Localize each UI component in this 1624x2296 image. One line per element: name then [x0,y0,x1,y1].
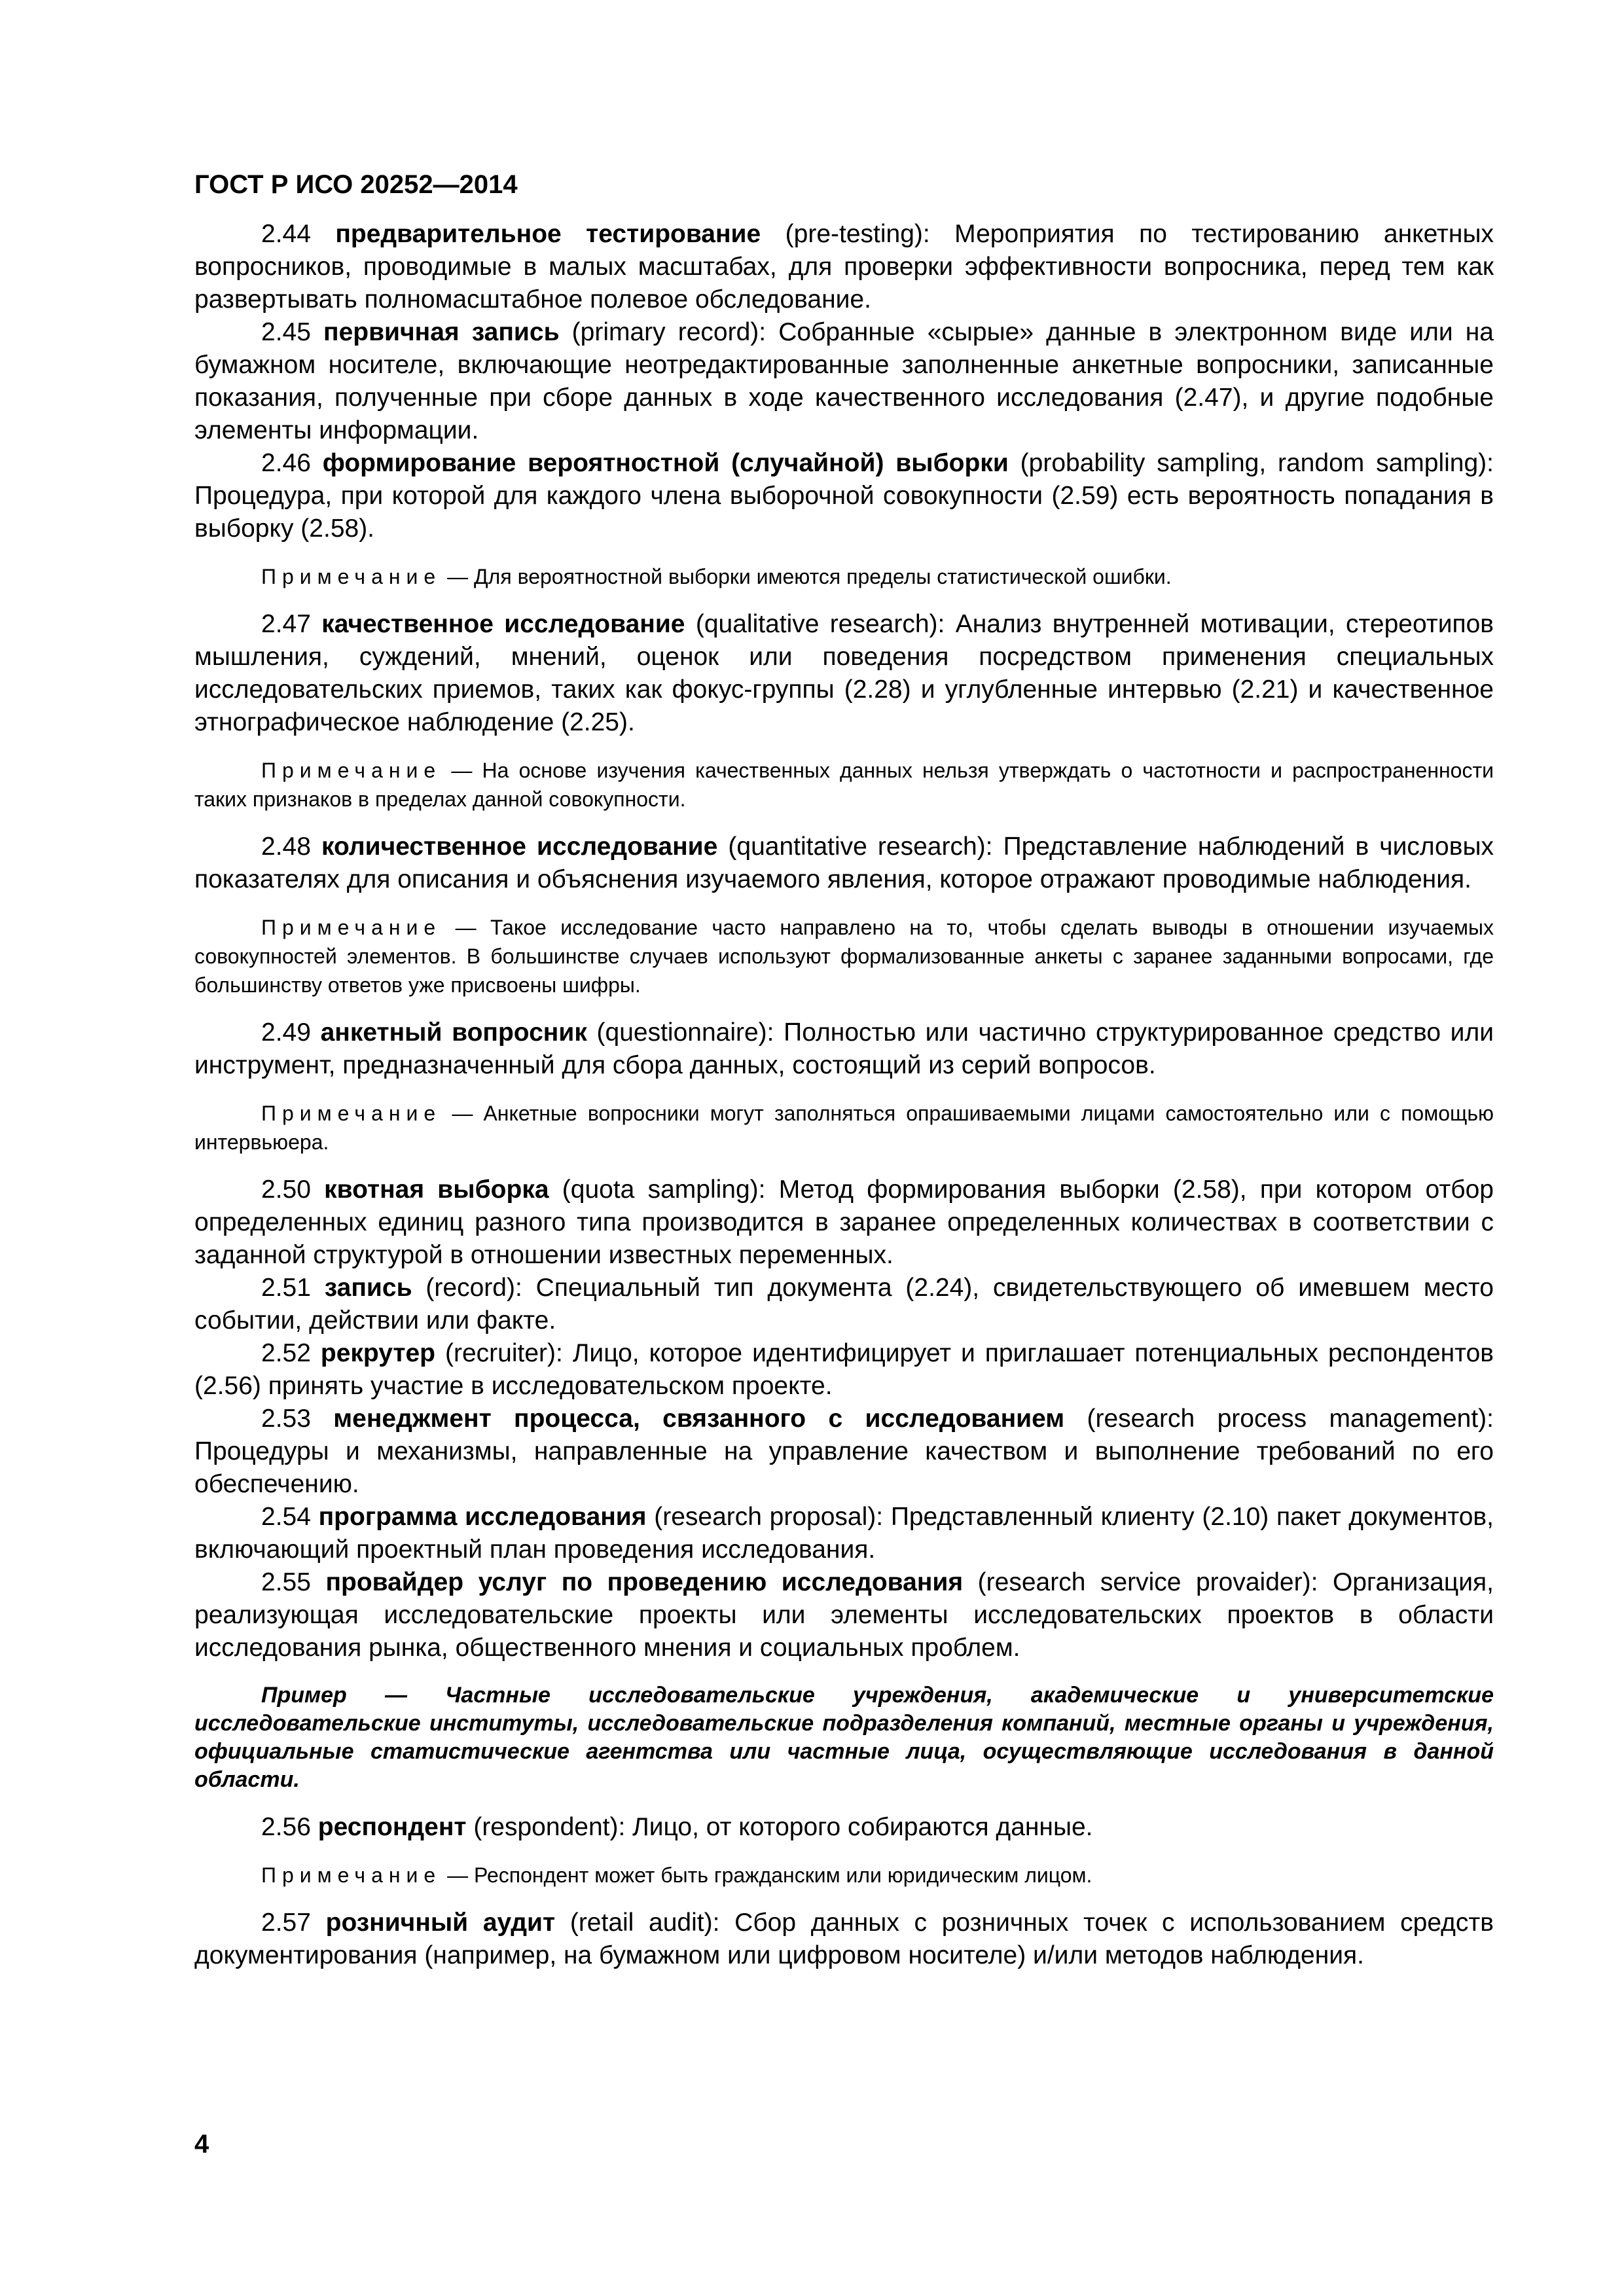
entry-term: первичная запись [323,318,560,346]
entry-definition: Анализ внутренней мотивации, стереотипов мышления, суждений, мнений, оценок или поведения посредством применения специальных исследовательских приемов, таких как фокус-группы (2.28) и углубленные интервью (2.21) и качественное этнографическое наблюдение (2.25). [194,610,1494,736]
entry-term: рекрутер [320,1339,436,1367]
page-number: 4 [194,2130,209,2159]
entry-english: (primary record): [571,318,767,346]
entry-definition: Процедуры и механизмы, направленные на управление качеством и выполнение требований по его обеспечению. [194,1437,1494,1498]
entry-2-50 [194,1174,1494,1272]
entry-term: квотная выборка [324,1175,549,1204]
note-label: Примечание [261,1863,442,1887]
entry-2-46 [194,447,1494,545]
entry-term: розничный аудит [325,1909,556,1937]
entry-number: 2.49 [261,1018,311,1047]
entry-definition: Лицо, от которого собираются данные. [632,1813,1093,1841]
entry-number: 2.46 [261,449,311,477]
entry-english: (research process management): [1087,1405,1494,1433]
entry-number: 2.44 [261,220,311,248]
entry-number: 2.45 [261,318,311,346]
entry-definition: Представленный клиенту (2.10) пакет документов, включающий проектный план проведения исследования. [194,1503,1494,1564]
entry-english: (retail audit): [569,1909,720,1937]
entry-2-52 [194,1337,1494,1403]
entry-2-51 [194,1272,1494,1337]
entry-number: 2.52 [261,1339,311,1367]
entry-number: 2.54 [261,1503,311,1531]
entry-term: предварительное тестирование [335,220,761,248]
note-2-47 [194,756,1494,814]
entry-definition: Специальный тип документа (2.24), свидетельствующего об имевшем место событии, действии или факте. [194,1274,1494,1335]
entry-2-53 [194,1403,1494,1501]
entry-term: менеджмент процесса, связанного с исследованием [333,1405,1065,1433]
entry-english: (record): [425,1274,522,1302]
entry-2-54 [194,1501,1494,1566]
entry-english: (respondent): [473,1813,626,1841]
note-text: — Такое исследование часто направлено на то, чтобы сделать выводы в отношении изучаемых совокупностей элементов. В большинстве случаев используют формализованные анкеты с заранее заданными вопросами, где большинству ответов уже присвоены шифры. [194,916,1494,997]
entry-number: 2.57 [261,1909,311,1937]
entry-definition: Сбор данных с розничных точек с использованием средств документирования (например, на бумажном или цифровом носителе) и/или методов наблюдения. [194,1909,1494,1969]
entry-definition: Лицо, которое идентифицирует и приглашает потенциальных респондентов (2.56) принять участие в исследовательском проекте. [194,1339,1494,1400]
entry-definition: Метод формирования выборки (2.58), при котором отбор определенных единиц разного типа производится в заранее определенных количествах в соответствии с заданной структурой в отношении известных переменных. [194,1175,1494,1269]
entry-english: (research service provaider): [977,1568,1318,1596]
entry-2-47 [194,608,1494,739]
entry-term: провайдер услуг по проведению исследования [325,1568,964,1596]
entry-definition: Процедура, при которой для каждого члена выборочной совокупности (2.59) есть вероятность попадания в выборку (2.58). [194,482,1494,543]
note-2-49 [194,1099,1494,1157]
document-header: ГОСТ Р ИСО 20252—2014 [194,170,518,199]
note-text: — Респондент может быть гражданским или юридическим лицом. [447,1863,1092,1887]
entry-term: анкетный вопросник [320,1018,587,1047]
entry-english: (research proposal): [654,1503,884,1531]
entry-number: 2.53 [261,1405,311,1433]
entry-term: количественное исследование [321,833,718,861]
entry-number: 2.48 [261,833,311,861]
entry-2-45 [194,316,1494,447]
entry-definition: Собранные «сырые» данные в электронном виде или на бумажном носителе, включающие неотредактированные заполненные анкетные вопросники, записанные показания, полученные при сборе данных в ходе качественного исследования (2.47), и другие подобные элементы информации. [194,318,1494,444]
entry-2-49 [194,1016,1494,1082]
entry-english: (quota sampling): [562,1175,766,1204]
entry-term: запись [324,1274,412,1302]
entry-definition: Организация, реализующая исследовательские проекты или элементы исследовательских проектов в области исследования рынка, общественного мнения и социальных проблем. [194,1568,1494,1662]
note-label: Примечание [261,1102,442,1125]
entry-term: программа исследования [318,1503,647,1531]
note-2-56 [194,1861,1494,1890]
entry-english: (quantitative research): [728,833,993,861]
entry-english: (qualitative research): [695,610,945,638]
entry-term: качественное исследование [321,610,685,638]
entry-term: формирование вероятностной (случайной) выборки [322,449,1009,477]
document-body [194,218,1494,1972]
entry-term: респондент [317,1813,467,1841]
entry-english: (probability sampling, random sampling): [1020,449,1494,477]
example-2-55: Пример — Частные исследовательские учреждения, академические и университетские исследовательские институты, исследовательские подразделения компаний, местные органы и учреждения, официальные статистические агентства или частные лица, осуществляющие исследования в данной области. [194,1683,1494,1792]
entry-2-44 [194,218,1494,316]
note-2-48 [194,913,1494,999]
entry-number: 2.56 [261,1813,311,1841]
entry-2-57 [194,1907,1494,1972]
entry-number: 2.50 [261,1175,311,1204]
entry-number: 2.51 [261,1274,311,1302]
note-text: — Анкетные вопросники могут заполняться опрашиваемыми лицами самостоятельно или с помощью интервьюера. [194,1102,1494,1154]
entry-english: (questionnaire): [596,1018,774,1047]
entry-2-48 [194,831,1494,896]
note-label: Примечание [261,916,442,939]
note-text: — На основе изучения качественных данных нельзя утверждать о частотности и распространенности таких признаков в пределах данной совокупности. [194,759,1494,811]
note-text: — Для вероятностной выборки имеются пределы статистической ошибки. [447,565,1172,588]
entry-number: 2.55 [261,1568,311,1596]
note-label: Примечание [261,565,442,588]
note-label: Примечание [261,759,442,782]
entry-english: (recruiter): [445,1339,563,1367]
entry-number: 2.47 [261,610,311,638]
entry-definition: Представление наблюдений в числовых показателях для описания и объяснения изучаемого явления, которое отражают проводимые наблюдения. [194,833,1494,893]
entry-2-55 [194,1566,1494,1664]
note-2-46 [194,562,1494,591]
entry-definition: Мероприятия по тестированию анкетных вопросников, проводимые в малых масштабах, для проверки эффективности вопросника, перед тем как развертывать полномасштабное полевое обследование. [194,220,1494,314]
entry-english: (pre-testing): [785,220,930,248]
entry-definition: Полностью или частично структурированное средство или инструмент, предназначенный для сбора данных, состоящий из серий вопросов. [194,1018,1494,1079]
entry-2-56 [194,1811,1494,1844]
